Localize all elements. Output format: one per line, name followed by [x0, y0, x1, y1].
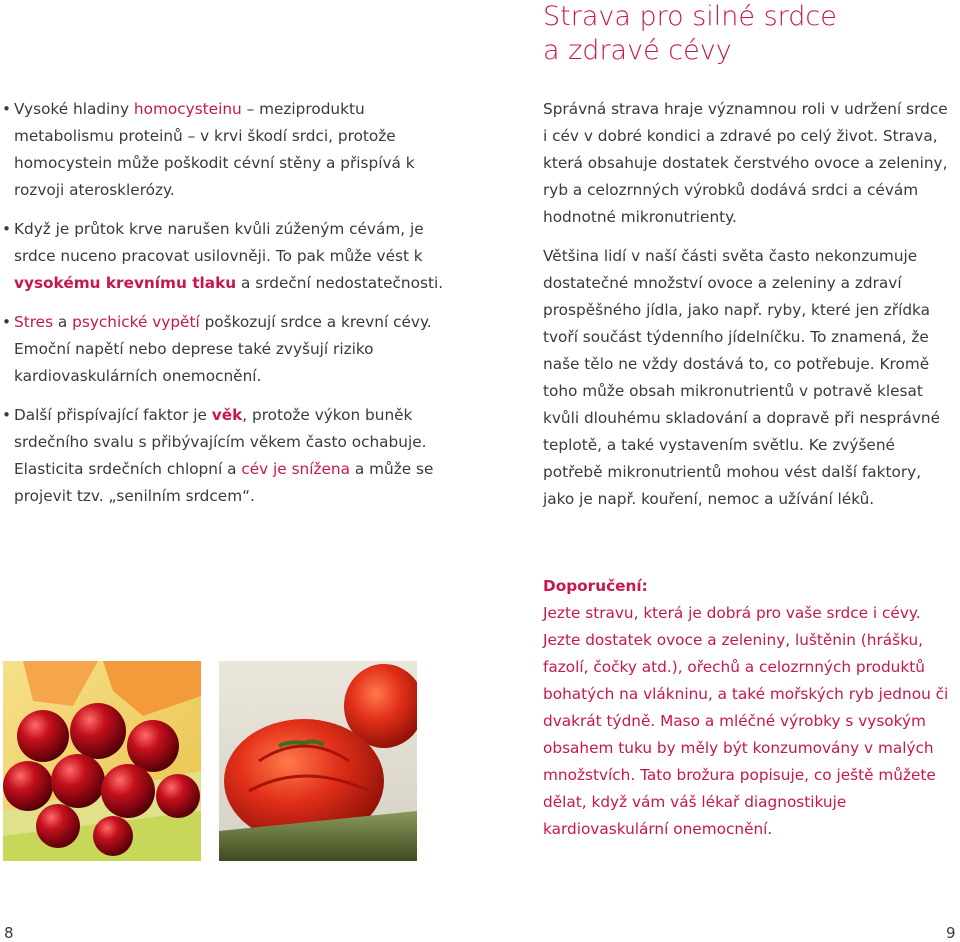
bullet-text: poškozují srdce a krevní cévy. Emoční napětí nebo deprese také zvyšují riziko kardiovaskulárních onemocnění.	[14, 313, 432, 385]
bullet-age	[2, 402, 446, 510]
page-number-right: 9	[946, 924, 956, 942]
recommendation-box	[543, 573, 958, 843]
bullet-dot: •	[2, 313, 12, 331]
bullet-stress	[2, 309, 446, 390]
bullet-homocysteine	[2, 96, 446, 204]
fruit-photo	[3, 661, 201, 861]
bullet-dot: •	[2, 406, 12, 424]
bullet-text: Když je průtok krve narušen kvůli zúženým cévám, je srdce nuceno pracovat usilovněji. To pak může vést k	[14, 220, 424, 265]
cherries-image	[3, 661, 201, 861]
diet-text-column	[543, 96, 955, 525]
bullet-text: Další přispívající faktor je	[14, 406, 212, 424]
page-title	[543, 0, 953, 68]
recommendation-text: Jezte stravu, která je dobrá pro vaše srdce i cévy. Jezte dostatek ovoce a zeleniny, luštěnin (hrášku, fazolí, čočky atd.), ořechů a celozrnných produktů bohatých na vlákninu, a také mořských ryb jednou či dvakrát týdně. Maso a mléčné výrobky s vysokým obsahem tuku by měly být konzumovány v malých množstvích. Tato brožura popisuje, co ještě můžete dělat, když vám váš lékař diagnostikuje kardiovaskulární onemocnění.	[543, 604, 949, 838]
highlight-vessels-reduced: cév je snížena	[241, 460, 350, 478]
bullet-dot: •	[2, 100, 12, 118]
highlight-age: věk	[211, 406, 243, 424]
bullet-text: a	[53, 313, 73, 331]
risk-factors-list	[2, 96, 446, 522]
paragraph-diet-deficit: Většina lidí v naší části světa často nekonzumuje dostatečné množství ovoce a zeleniny a zdraví prospěšného jídla, jako např. ryby, které jen zřídka tvoří součást týdenního jídelníčku. To znamená, že naše tělo ne vždy dostává to, co potřebuje. Kromě toho může obsah mikronutrientů v potravě klesat kvůli dlouhému skladování a dopravě při nesprávné teplotě, a také vystavením světlu. Ke zvýšené potřebě mikronutrientů mohou vést další faktory, jako je např. kouření, nemoc a užívání léků.	[543, 247, 941, 508]
paragraph-diet-intro: Správná strava hraje významnou roli v udržení srdce i cév v dobré kondici a zdravé po celý život. Strava, která obsahuje dostatek čerstvého ovoce a zeleniny, ryb a celozrnných výrobků dodává srdci a cévám hodnotné mikronutrienty.	[543, 100, 948, 226]
highlight-psychic-strain: psychické vypětí	[72, 313, 200, 331]
bullet-text: a může se projevit tzv. „senilním srdcem“.	[14, 460, 434, 505]
title-line-1: Strava pro silné srdce	[543, 1, 837, 32]
title-line-2: a zdravé cévy	[543, 35, 732, 66]
highlight-high-blood-pressure: vysokému krevnímu tlaku	[14, 274, 237, 292]
bullet-blood-flow	[2, 216, 446, 297]
tomato-photo	[219, 661, 417, 861]
bullet-text: a srdeční nedostatečnosti.	[236, 274, 444, 292]
highlight-stress: Stres	[14, 313, 54, 331]
bullet-text: – meziproduktu metabolismu proteinů – v krvi škodí srdci, protože homocystein může poškodit cévní stěny a přispívá k rozvoji aterosklerózy.	[14, 100, 415, 199]
bullet-dot: •	[2, 220, 12, 238]
bullet-text: Vysoké hladiny	[14, 100, 134, 118]
recommendation-heading: Doporučení:	[543, 577, 648, 595]
highlight-homocysteine: homocysteinu	[133, 100, 242, 118]
page-number-left: 8	[4, 924, 14, 942]
tomato-image	[219, 661, 417, 861]
bullet-text: , protože výkon buněk srdečního svalu s přibývajícím věkem často ochabuje. Elasticita srdečních chlopní a	[14, 406, 427, 478]
